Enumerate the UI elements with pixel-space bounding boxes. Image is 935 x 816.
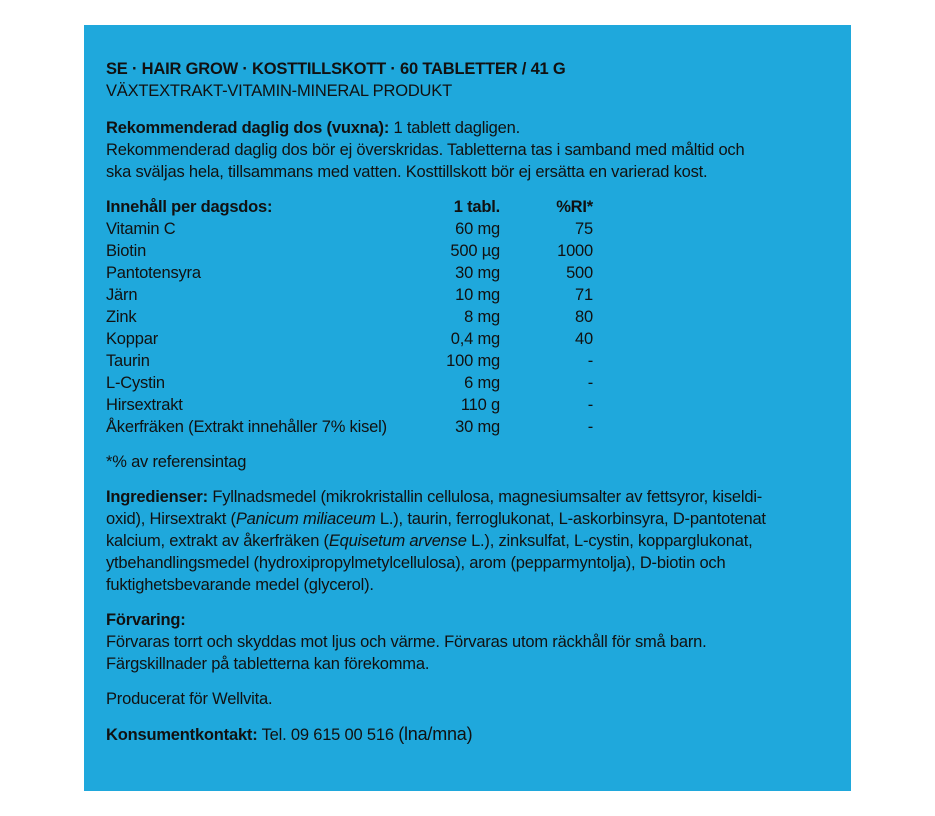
ingredients-text: L.), taurin, ferroglukonat, L-askorbinsyra, D-pantotenat — [375, 510, 766, 528]
ingredients-text: Fyllnadsmedel (mikrokristallin cellulosa, magnesiumsalter av fettsyror, kiseldi- — [207, 488, 763, 506]
storage-line-1: Förvaras torrt och skyddas mot ljus och värme. Förvaras utom räckhåll för små barn. — [106, 633, 707, 651]
row-ri: 71 — [575, 286, 593, 304]
table-row — [106, 240, 706, 262]
latin-name: Panicum miliaceum — [235, 510, 376, 528]
consumer-contact — [106, 723, 829, 746]
table-row — [106, 416, 706, 438]
dosage-line-3: ska sväljas hela, tillsammans med vatten. Kosttillskott bör ej ersätta en varierad kost. — [106, 163, 708, 181]
nutrition-header-row — [106, 196, 706, 218]
row-dose: 10 mg — [455, 286, 500, 304]
row-ri: 80 — [575, 308, 593, 326]
row-name: Vitamin C — [106, 220, 176, 238]
ingredients-line-5: fuktighetsbevarande medel (glycerol). — [106, 576, 374, 594]
row-ri: 75 — [575, 220, 593, 238]
table-row — [106, 372, 706, 394]
ingredients-text: kalcium, extrakt av åkerfräken ( — [106, 532, 329, 550]
row-name: Taurin — [106, 352, 150, 370]
dosage-value: 1 tablett dagligen. — [389, 119, 520, 137]
latin-name: Equisetum arvense — [328, 532, 467, 550]
contact-phone: Tel. 09 615 00 516 — [257, 726, 399, 744]
table-row — [106, 218, 706, 240]
row-ri: - — [587, 418, 593, 436]
storage-heading — [106, 609, 829, 631]
row-name: L-Cystin — [106, 374, 165, 392]
row-name: Pantotensyra — [106, 264, 201, 282]
row-dose: 500 µg — [450, 242, 500, 260]
row-dose: 6 mg — [464, 374, 500, 392]
header-ri: %RI* — [556, 198, 593, 216]
row-name: Hirsextrakt — [106, 396, 183, 414]
table-row — [106, 262, 706, 284]
row-ri: 40 — [575, 330, 593, 348]
row-dose: 30 mg — [455, 418, 500, 436]
row-dose: 60 mg — [455, 220, 500, 238]
storage-label: Förvaring: — [106, 611, 186, 629]
row-dose: 8 mg — [464, 308, 500, 326]
ingredients-line-3 — [106, 530, 829, 552]
row-ri: - — [587, 396, 593, 414]
dosage-line-2: Rekommenderad daglig dos bör ej överskridas. Tabletterna tas i samband med måltid och — [106, 141, 745, 159]
ingredients-line-4: ytbehandlingsmedel (hydroxipropylmetylcellulosa), arom (pepparmyntolja), D-biotin och — [106, 554, 726, 572]
row-name: Biotin — [106, 242, 147, 260]
nutrition-table — [106, 196, 706, 438]
ingredients-line-1 — [106, 486, 829, 508]
ingredients-text: oxid), Hirsextrakt ( — [106, 510, 236, 528]
dosage-label: Rekommenderad daglig dos (vuxna): — [106, 119, 390, 137]
row-name: Järn — [106, 286, 138, 304]
table-row — [106, 394, 706, 416]
storage-line-2: Färgskillnader på tabletterna kan förekomma. — [106, 655, 430, 673]
table-row — [106, 350, 706, 372]
table-row — [106, 328, 706, 350]
producer-text: Producerat för Wellvita. — [106, 690, 273, 708]
header-name: Innehåll per dagsdos: — [106, 198, 273, 216]
contact-hours: (lna/mna) — [398, 724, 473, 744]
row-name: Zink — [106, 308, 137, 326]
contact-label: Konsumentkontakt: — [106, 726, 258, 744]
table-row — [106, 306, 706, 328]
row-ri: - — [587, 374, 593, 392]
dosage-line-1 — [106, 117, 829, 139]
product-label-panel — [84, 25, 851, 791]
row-dose: 100 mg — [446, 352, 500, 370]
row-ri: 1000 — [557, 242, 593, 260]
row-ri: 500 — [566, 264, 593, 282]
header-dose: 1 tabl. — [453, 198, 500, 216]
ingredients-line-2 — [106, 508, 829, 530]
ingredients-label: Ingredienser: — [106, 488, 208, 506]
row-dose: 0,4 mg — [450, 330, 500, 348]
product-title: SE · HAIR GROW · KOSTTILLSKOTT · 60 TABLETTER / 41 G — [106, 60, 566, 78]
table-row — [106, 284, 706, 306]
row-ri: - — [587, 352, 593, 370]
ingredients-text: L.), zinksulfat, L-cystin, kopparglukonat, — [466, 532, 753, 550]
row-name: Åkerfräken (Extrakt innehåller 7% kisel) — [106, 418, 387, 436]
row-name: Koppar — [106, 330, 159, 348]
ri-footnote: *% av referensintag — [106, 453, 247, 471]
row-dose: 30 mg — [455, 264, 500, 282]
product-subtitle: VÄXTEXTRAKT-VITAMIN-MINERAL PRODUKT — [106, 82, 452, 100]
row-dose: 110 g — [460, 396, 500, 414]
